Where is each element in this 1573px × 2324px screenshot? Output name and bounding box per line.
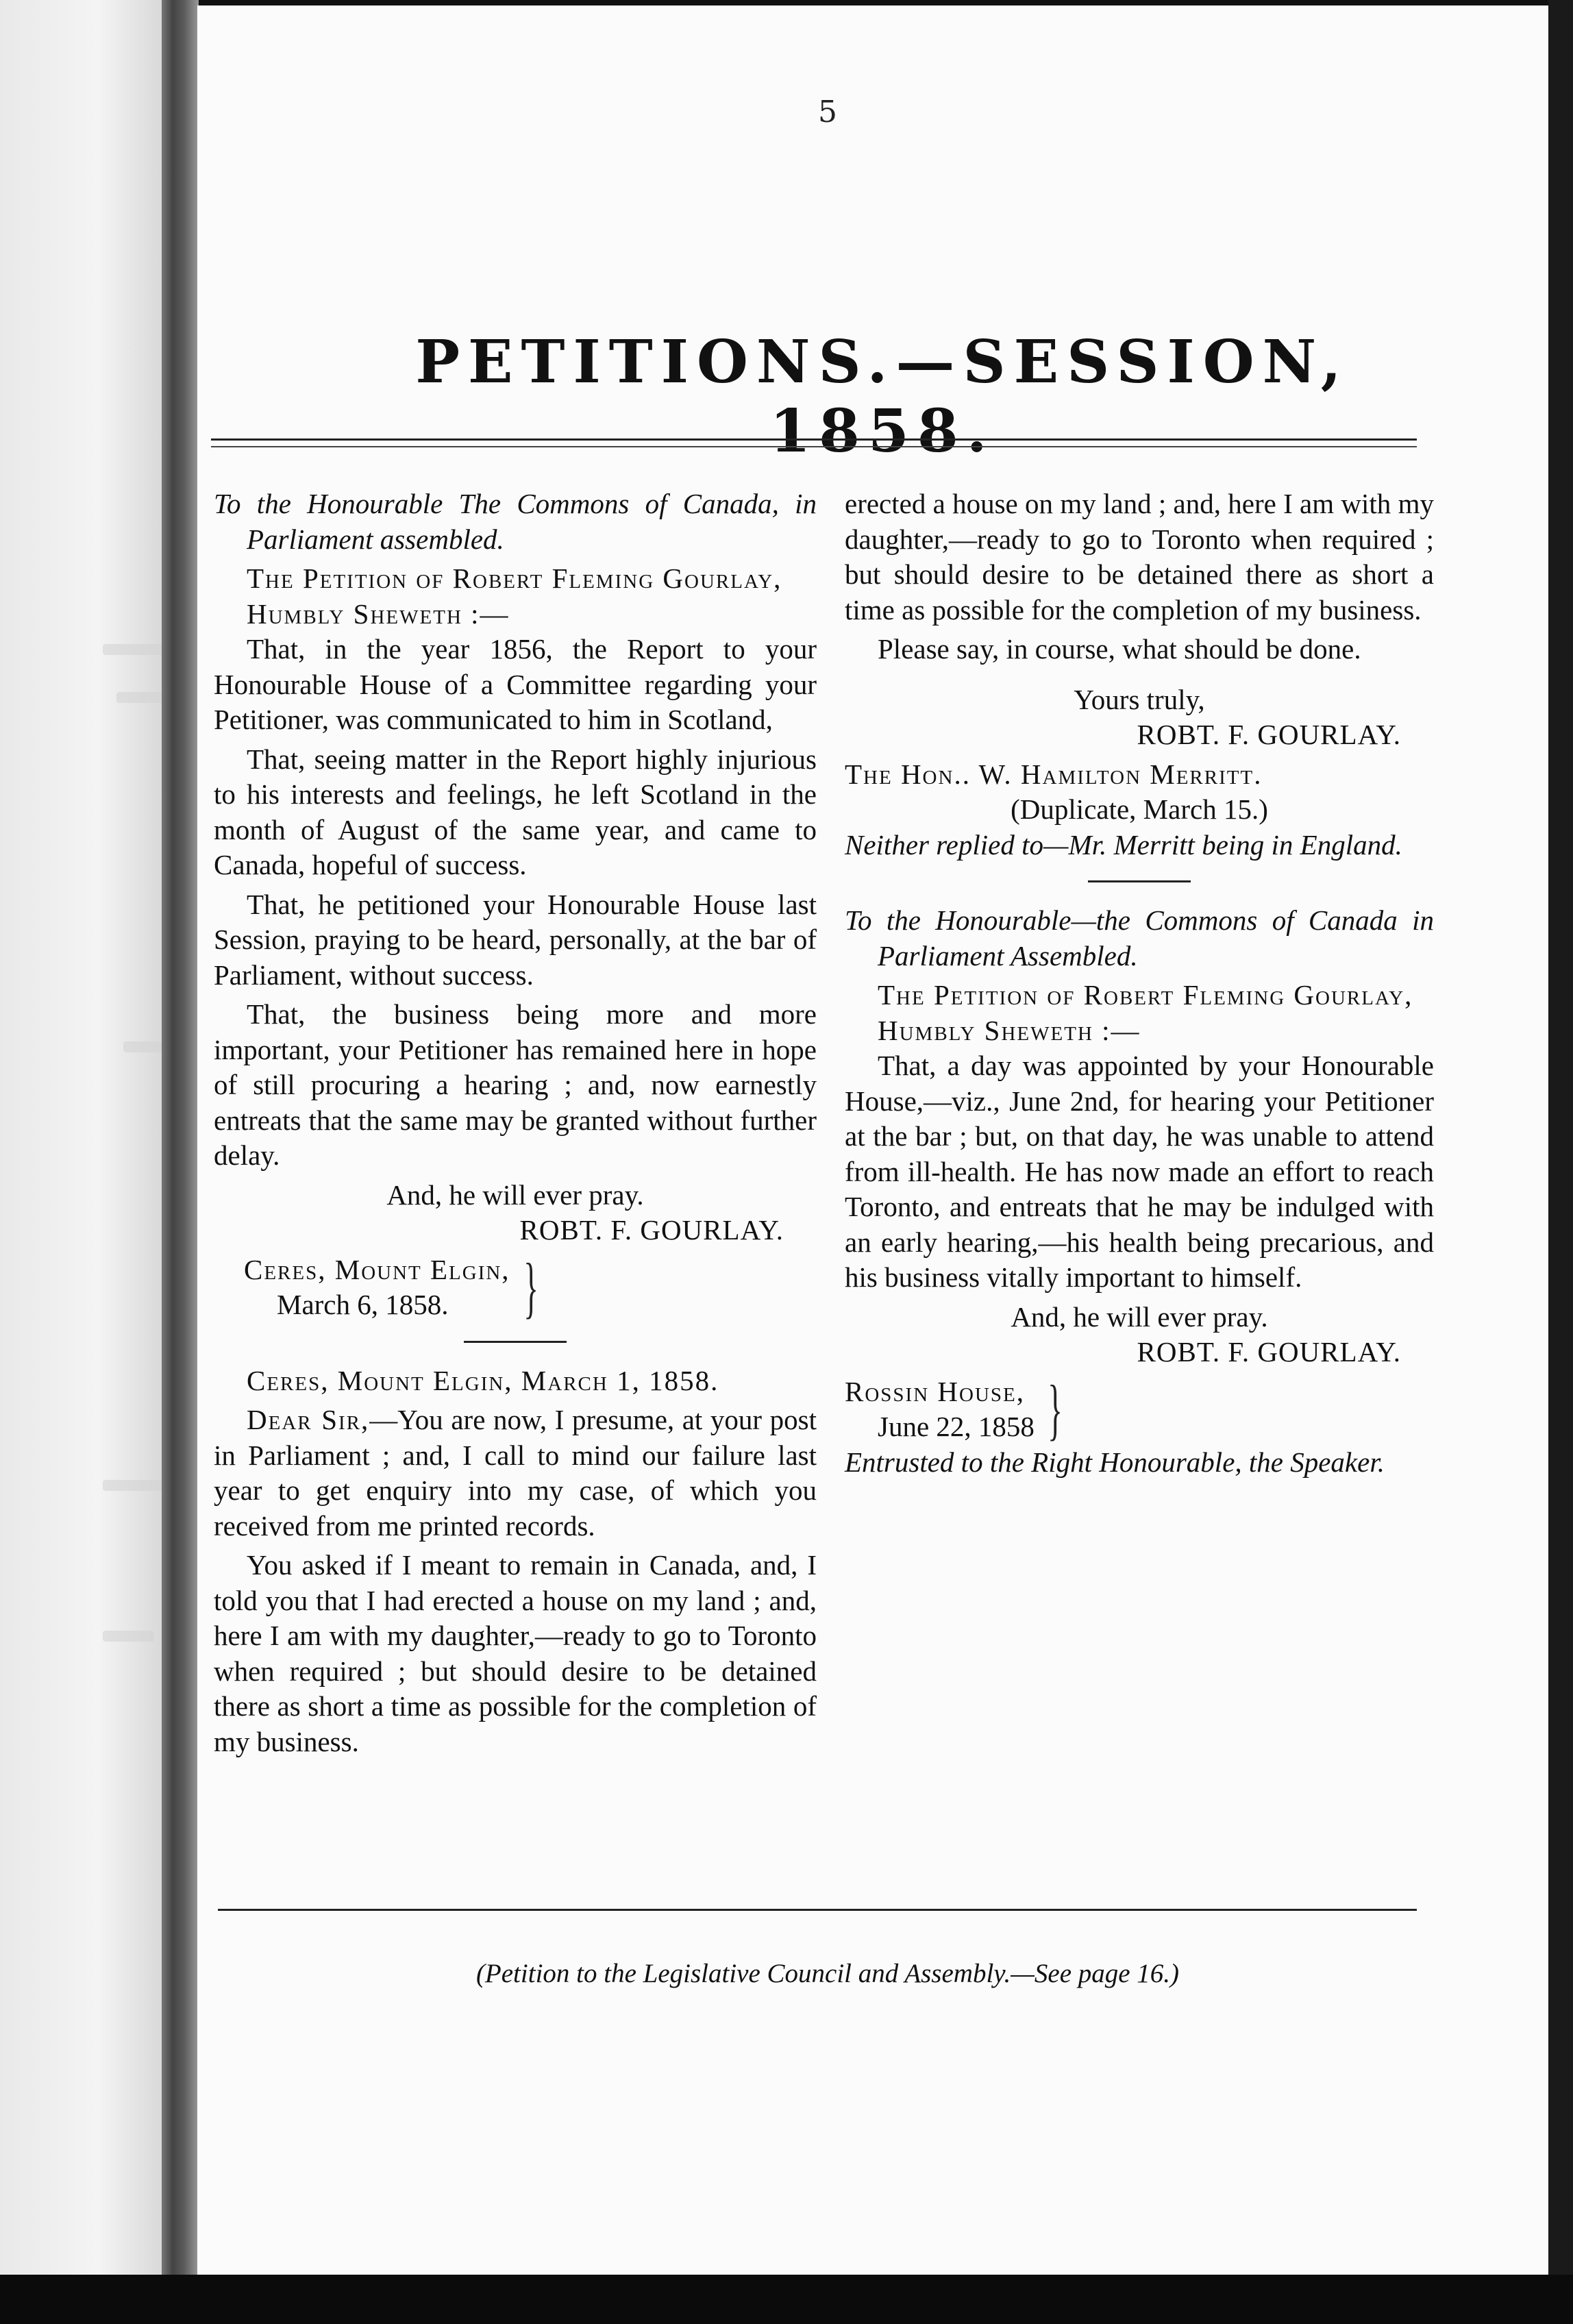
- bleed-through-mark: [103, 644, 164, 655]
- scan-border: [0, 2275, 1573, 2324]
- petition1-paragraph: That, the business being more and more important, your Petitioner has remained here in hope of still procuring a hearing ; and, now earnestly entreats that the same may be granted without further delay.: [214, 998, 817, 1171]
- petition1-paragraph: That, seeing matter in the Report highly injurious to his interests and feelings, he left Scotland in the month of August of the same year, and came to Canada, hopeful of success.: [214, 743, 817, 880]
- petition1-heading: The Petition of Robert Fleming Gourlay,: [247, 563, 782, 594]
- letter-body-first: [214, 1402, 817, 1544]
- letter-dateline: Ceres, Mount Elgin, March 1, 1858.: [247, 1364, 719, 1396]
- letter-note: Neither replied to—Mr. Merritt being in England.: [845, 828, 1402, 861]
- title-rule: [211, 438, 1417, 447]
- brace-mark: }: [1048, 1371, 1063, 1447]
- petition1-place: Ceres, Mount Elgin,: [244, 1253, 510, 1285]
- petition1-sheweth: Humbly Sheweth :—: [247, 597, 510, 630]
- bleed-through-mark: [103, 1480, 164, 1491]
- letter-recipient: The Hon.. W. Hamilton Merritt.: [845, 758, 1263, 790]
- section-rule: [464, 1341, 567, 1343]
- petition1-paragraph: That, he petitioned your Honourable House last Session, praying to be heard, personally, at the bar of Parliament, without success.: [214, 888, 817, 991]
- letter-continuation: erected a house on my land ; and, here I am with my daughter,—ready to go to Toronto when required ; but should desire to be detained there as short a time as possible for the completion of my business.: [845, 488, 1434, 626]
- footer-note: (Petition to the Legislative Council and Assembly.—See page 16.): [475, 1959, 1180, 1988]
- letter-closing: Yours truly,: [1074, 683, 1205, 715]
- petition1-signature: ROBT. F. GOURLAY.: [519, 1214, 784, 1246]
- petition2-date: June 22, 1858: [878, 1411, 1035, 1442]
- left-column: [214, 486, 817, 1757]
- petition2-place: Rossin House,: [845, 1375, 1025, 1407]
- book-gutter: [162, 0, 199, 2282]
- letter-signature: ROBT. F. GOURLAY.: [1137, 719, 1401, 750]
- bleed-through-mark: [103, 1631, 154, 1642]
- footer-rule: [218, 1909, 1417, 1911]
- petition1-place-date: [214, 1249, 817, 1325]
- letter-body-text: —You are now, I presume, at your post in Parliament ; and, I call to mind our failure last year to get enquiry into my case, of which you received from me printed records.: [214, 1404, 817, 1542]
- page-number: 5: [818, 95, 837, 129]
- letter-duplicate: (Duplicate, March 15.): [1011, 793, 1268, 825]
- petition2-note: Entrusted to the Right Honourable, the Speaker.: [845, 1446, 1385, 1478]
- document-page: [197, 5, 1548, 2275]
- petition2-place-date: [845, 1371, 1434, 1447]
- adjacent-page-edge: [0, 0, 164, 2275]
- letter-salutation: Dear Sir,: [247, 1404, 370, 1435]
- petition2-sheweth: Humbly Sheweth :—: [878, 1014, 1141, 1046]
- petition2-address: To the Honourable—the Commons of Canada in Parliament Assembled.: [845, 904, 1434, 972]
- right-column: [845, 486, 1434, 1480]
- section-rule: [1088, 880, 1191, 882]
- petition2-heading: The Petition of Robert Fleming Gourlay,: [878, 979, 1413, 1011]
- petition2-paragraph: That, a day was appointed by your Honourable House,—viz., June 2nd, for hearing your Petitioner at the bar ; but, on that day, he was unable to attend from ill-health. He has now made an effort to reach Toronto, and entreats that he may be indulged with an early hearing,—his health being precarious, and his business vitally important to himself.: [845, 1050, 1434, 1293]
- brace-mark: }: [523, 1249, 538, 1325]
- page-title: PETITIONS.—SESSION, 1858.: [415, 327, 1350, 466]
- petition2-signature: ROBT. F. GOURLAY.: [1137, 1336, 1401, 1368]
- petition1-date: March 6, 1858.: [277, 1289, 449, 1320]
- letter-body-second: You asked if I meant to remain in Canada, and, I told you that I had erected a house on my land ; and, here I am with my daughter,—ready to go to Toronto when required ; but should desire to be detained there as short a time as possible for the completion of my business.: [214, 1549, 817, 1757]
- petition1-paragraph: That, in the year 1856, the Report to your Honourable House of a Committee regarding your Petitioner, was communicated to him in Scotland,: [214, 633, 817, 735]
- letter-body-third: Please say, in course, what should be done.: [878, 633, 1361, 665]
- scan-border: [1548, 0, 1573, 2324]
- petition1-address: To the Honourable The Commons of Canada, in Parliament assembled.: [214, 488, 817, 555]
- petition2-closing: And, he will ever pray.: [1011, 1300, 1268, 1333]
- bleed-through-mark: [116, 692, 164, 703]
- bleed-through-mark: [123, 1041, 164, 1052]
- petition1-closing: And, he will ever pray.: [386, 1178, 644, 1211]
